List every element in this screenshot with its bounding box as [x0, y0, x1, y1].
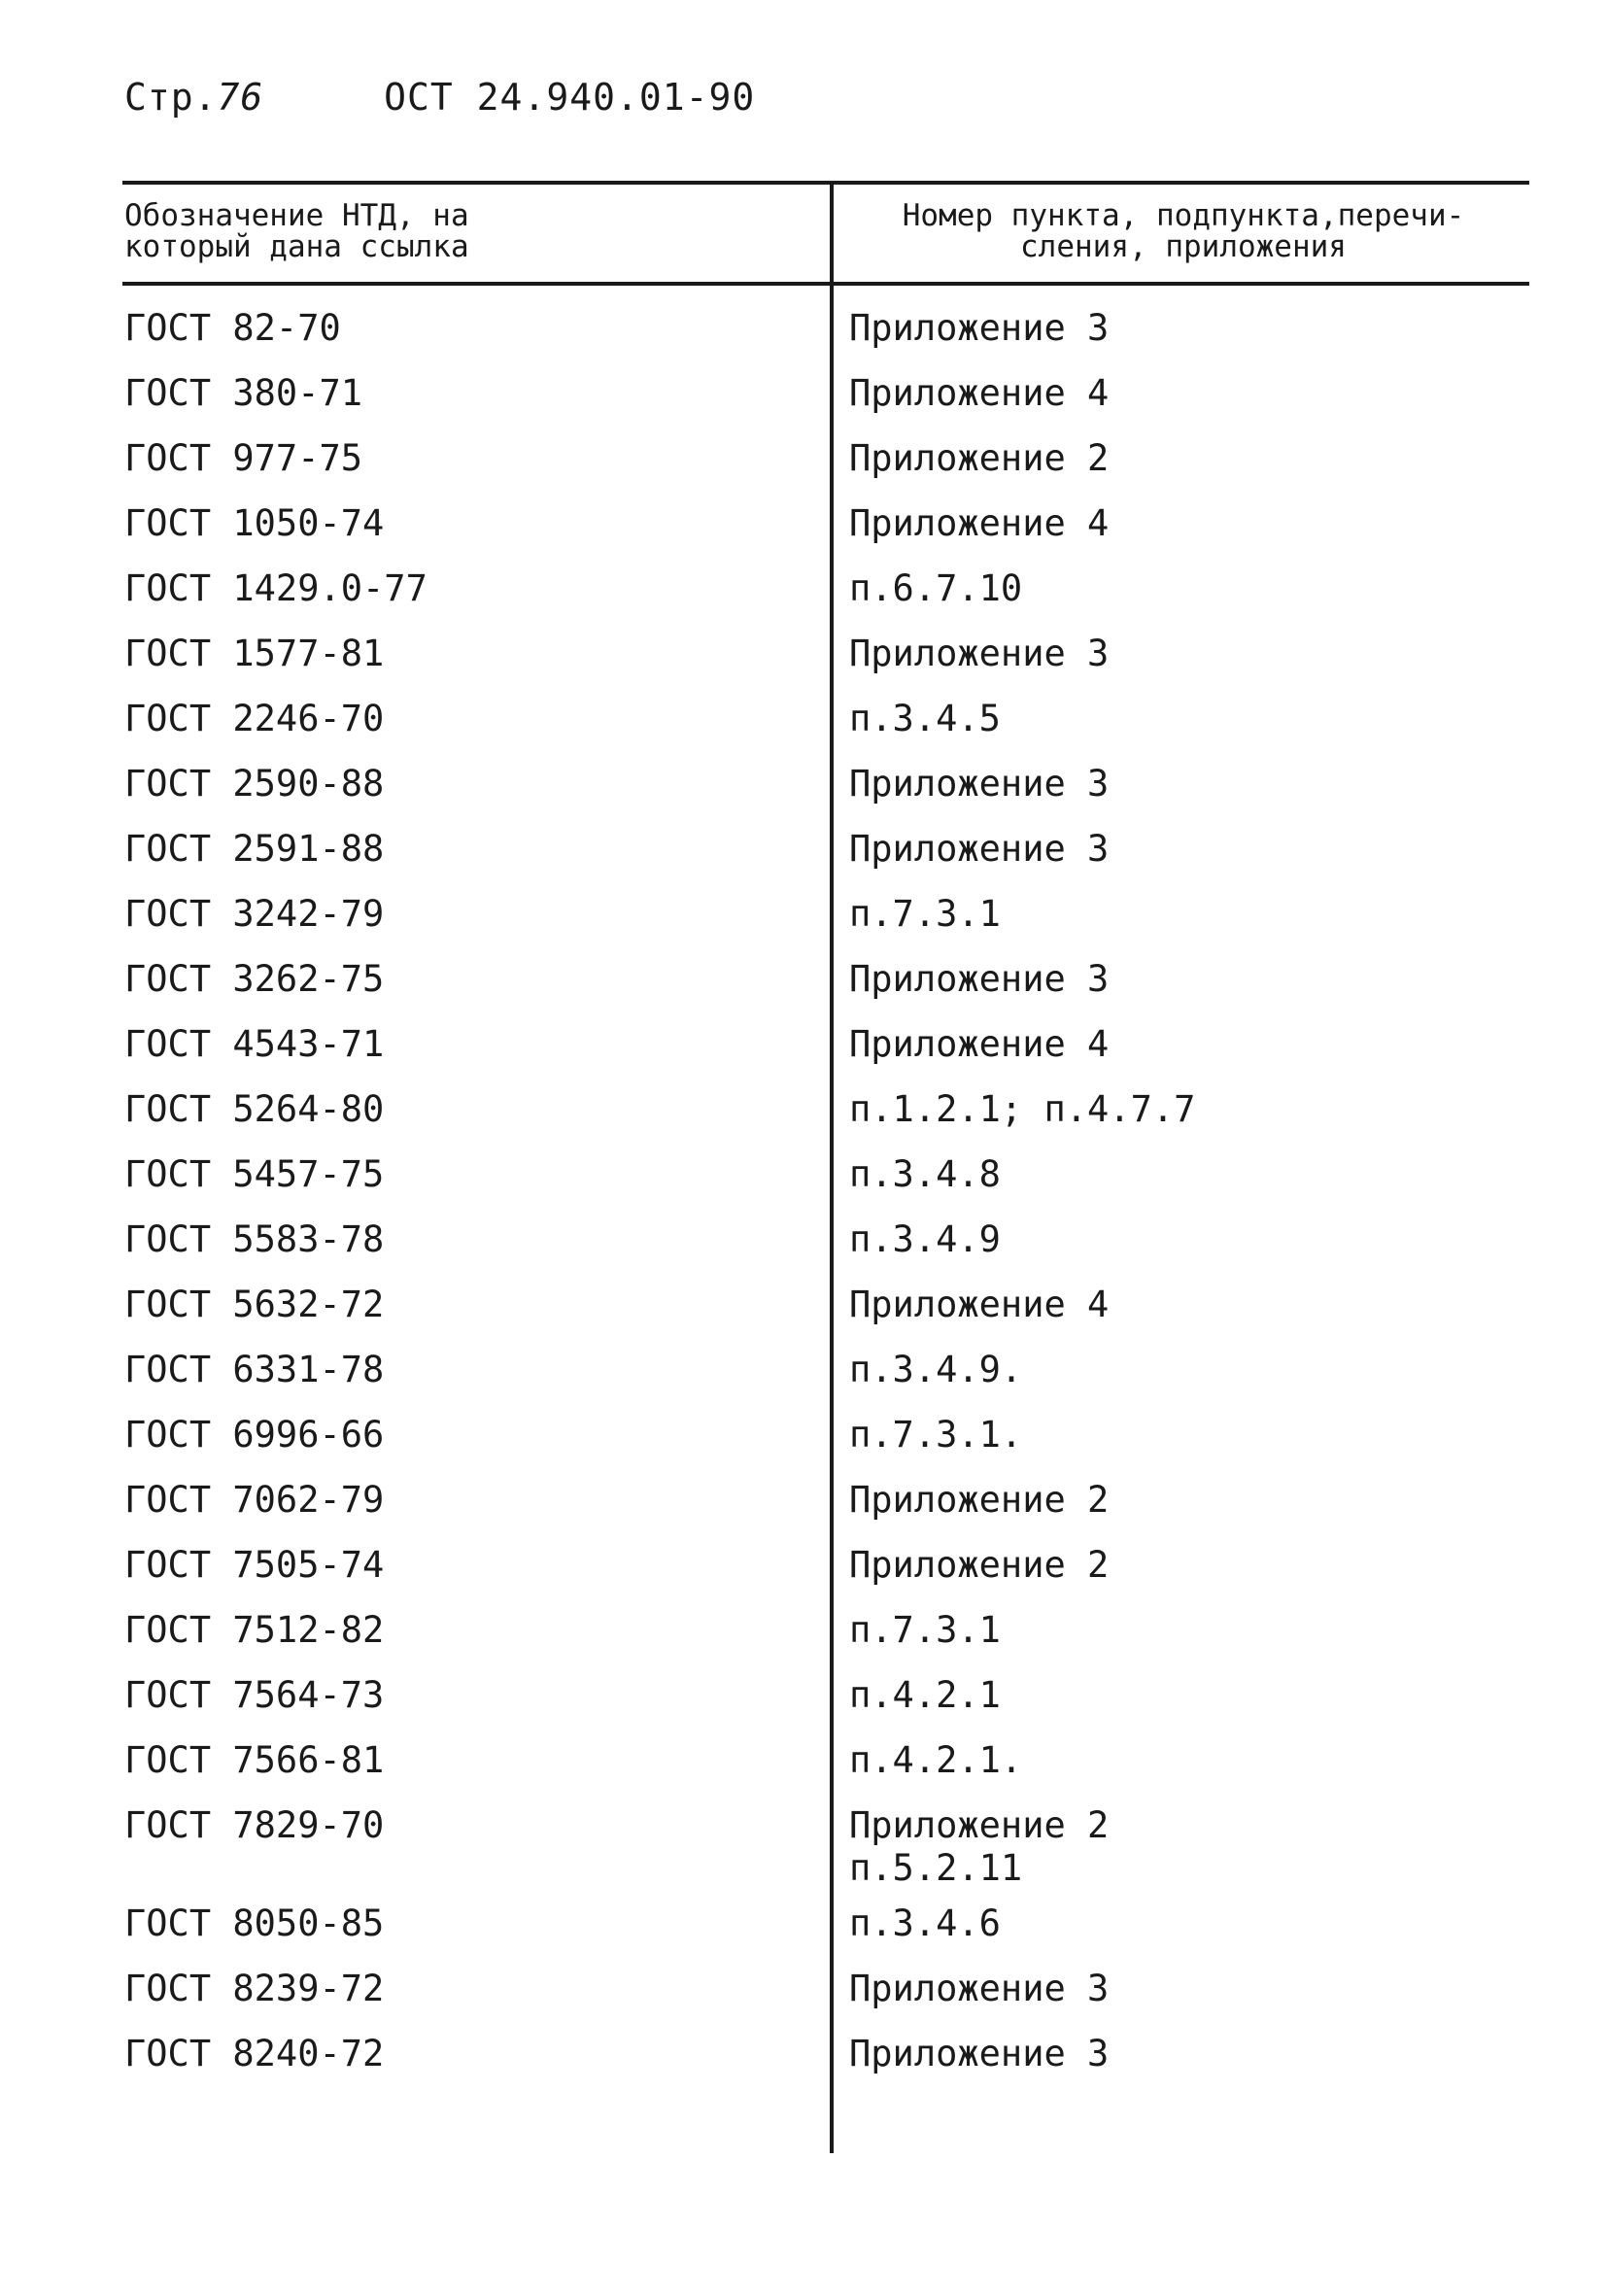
reference-cell	[843, 828, 1529, 893]
reference-cell	[843, 437, 1529, 502]
page-number: 76	[217, 76, 264, 119]
reference-cell	[843, 567, 1529, 633]
table-body	[122, 307, 1529, 2098]
table-row	[122, 307, 1529, 372]
ntd-designation: ГОСТ 4543-71	[124, 1023, 385, 1065]
table-row	[122, 1479, 1529, 1544]
reference-cell	[843, 1088, 1529, 1153]
reference-item: п.7.3.1	[849, 1609, 1001, 1651]
table-row	[122, 698, 1529, 763]
table-row	[122, 1674, 1529, 1739]
reference-item: Приложение 4	[849, 372, 1110, 414]
reference-cell	[843, 698, 1529, 763]
table-row	[122, 437, 1529, 502]
reference-item: п.1.2.1; п.4.7.7	[849, 1088, 1196, 1130]
reference-cell	[843, 372, 1529, 437]
column-header-reference-line: сления, приложения	[1020, 229, 1347, 264]
document-code: ОСТ 24.940.01-90	[384, 76, 756, 119]
ntd-designation: ГОСТ 380-71	[124, 372, 363, 414]
table-row	[122, 1023, 1529, 1088]
table-header-rule	[122, 282, 1529, 286]
reference-cell	[843, 1479, 1529, 1544]
reference-item: п.7.3.1.	[849, 1414, 1023, 1456]
reference-cell	[843, 763, 1529, 828]
reference-cell	[843, 1968, 1529, 2033]
reference-item: Приложение 3	[849, 633, 1110, 674]
reference-item: Приложение 3	[849, 1968, 1110, 2009]
reference-item: Приложение 3	[849, 763, 1110, 805]
reference-item: п.6.7.10	[849, 567, 1023, 609]
reference-item: Приложение 3	[849, 958, 1110, 1000]
reference-item: Приложение 2	[849, 437, 1110, 479]
page-label: Стр.	[124, 76, 218, 119]
reference-item: Приложение 3	[849, 307, 1110, 349]
reference-item: п.3.4.9.	[849, 1349, 1023, 1390]
reference-item: Приложение 4	[849, 1023, 1110, 1065]
ntd-designation: ГОСТ 2591-88	[124, 828, 385, 870]
ntd-designation: ГОСТ 5583-78	[124, 1218, 385, 1260]
ntd-designation: ГОСТ 7062-79	[124, 1479, 385, 1521]
ntd-designation: ГОСТ 8239-72	[124, 1968, 385, 2009]
table-row	[122, 567, 1529, 633]
column-header-ntd	[124, 200, 804, 262]
ntd-designation: ГОСТ 7564-73	[124, 1674, 385, 1716]
reference-item: п.4.2.1.	[849, 1739, 1023, 1781]
reference-cell	[843, 1284, 1529, 1349]
table-row	[122, 1414, 1529, 1479]
reference-cell	[843, 307, 1529, 372]
table-row	[122, 1609, 1529, 1674]
ntd-designation: ГОСТ 6331-78	[124, 1349, 385, 1390]
ntd-designation: ГОСТ 5457-75	[124, 1153, 385, 1195]
column-header-reference	[843, 200, 1523, 262]
ntd-designation: ГОСТ 8240-72	[124, 2033, 385, 2074]
reference-cell	[843, 1902, 1529, 1968]
ntd-designation: ГОСТ 82-70	[124, 307, 341, 349]
reference-cell	[843, 633, 1529, 698]
ntd-designation: ГОСТ 2590-88	[124, 763, 385, 805]
table-row	[122, 372, 1529, 437]
reference-item: п.3.4.9	[849, 1218, 1001, 1260]
ntd-designation: ГОСТ 5264-80	[124, 1088, 385, 1130]
reference-cell	[843, 1023, 1529, 1088]
reference-item: Приложение 4	[849, 502, 1110, 544]
reference-cell	[843, 502, 1529, 567]
ntd-designation: ГОСТ 1429.0-77	[124, 567, 427, 609]
reference-item: п.7.3.1	[849, 893, 1001, 935]
reference-item: Приложение 2	[849, 1804, 1110, 1846]
ntd-designation: ГОСТ 5632-72	[124, 1284, 385, 1325]
table-row	[122, 1218, 1529, 1284]
table-row	[122, 1153, 1529, 1218]
table-row	[122, 633, 1529, 698]
table-row	[122, 828, 1529, 893]
ntd-designation: ГОСТ 6996-66	[124, 1414, 385, 1456]
reference-cell	[843, 1349, 1529, 1414]
table-row	[122, 1902, 1529, 1968]
table-row	[122, 1739, 1529, 1804]
reference-item: Приложение 3	[849, 828, 1110, 870]
reference-cell	[843, 958, 1529, 1023]
ntd-designation: ГОСТ 7829-70	[124, 1804, 385, 1846]
table-row	[122, 763, 1529, 828]
reference-cell	[843, 1153, 1529, 1218]
table-row	[122, 1349, 1529, 1414]
reference-item: п.5.2.11	[849, 1847, 1023, 1889]
ntd-designation: ГОСТ 2246-70	[124, 698, 385, 739]
table-row	[122, 893, 1529, 958]
reference-item: п.3.4.6	[849, 1902, 1001, 1944]
table-row	[122, 2033, 1529, 2098]
reference-table	[122, 181, 1529, 2153]
table-row	[122, 1284, 1529, 1349]
ntd-designation: ГОСТ 1577-81	[124, 633, 385, 674]
table-row	[122, 1544, 1529, 1609]
reference-cell	[843, 1218, 1529, 1284]
table-row	[122, 502, 1529, 567]
table-row	[122, 958, 1529, 1023]
reference-cell	[843, 1414, 1529, 1479]
ntd-designation: ГОСТ 3262-75	[124, 958, 385, 1000]
table-row	[122, 1804, 1529, 1902]
ntd-designation: ГОСТ 977-75	[124, 437, 363, 479]
reference-cell	[843, 1544, 1529, 1609]
ntd-designation: ГОСТ 7566-81	[124, 1739, 385, 1781]
reference-cell	[843, 1804, 1529, 1902]
column-header-ntd-line: Обозначение НТД, на	[124, 198, 469, 233]
reference-cell	[843, 1609, 1529, 1674]
table-row	[122, 1088, 1529, 1153]
reference-item: Приложение 4	[849, 1284, 1110, 1325]
reference-item: п.3.4.5	[849, 698, 1001, 739]
ntd-designation: ГОСТ 7505-74	[124, 1544, 385, 1586]
reference-item: п.3.4.8	[849, 1153, 1001, 1195]
table-row	[122, 1968, 1529, 2033]
reference-item: Приложение 2	[849, 1544, 1110, 1586]
reference-cell	[843, 893, 1529, 958]
page-header	[124, 76, 755, 119]
ntd-designation: ГОСТ 1050-74	[124, 502, 385, 544]
column-header-ntd-line: который дана ссылка	[124, 229, 469, 264]
ntd-designation: ГОСТ 8050-85	[124, 1902, 385, 1944]
ntd-designation: ГОСТ 7512-82	[124, 1609, 385, 1651]
reference-item: Приложение 2	[849, 1479, 1110, 1521]
reference-item: Приложение 3	[849, 2033, 1110, 2074]
reference-cell	[843, 1739, 1529, 1804]
reference-cell	[843, 1674, 1529, 1739]
reference-cell	[843, 2033, 1529, 2098]
column-header-reference-line: Номер пункта, подпункта,перечи-	[902, 198, 1465, 233]
table-top-rule	[122, 181, 1529, 185]
ntd-designation: ГОСТ 3242-79	[124, 893, 385, 935]
reference-item: п.4.2.1	[849, 1674, 1001, 1716]
